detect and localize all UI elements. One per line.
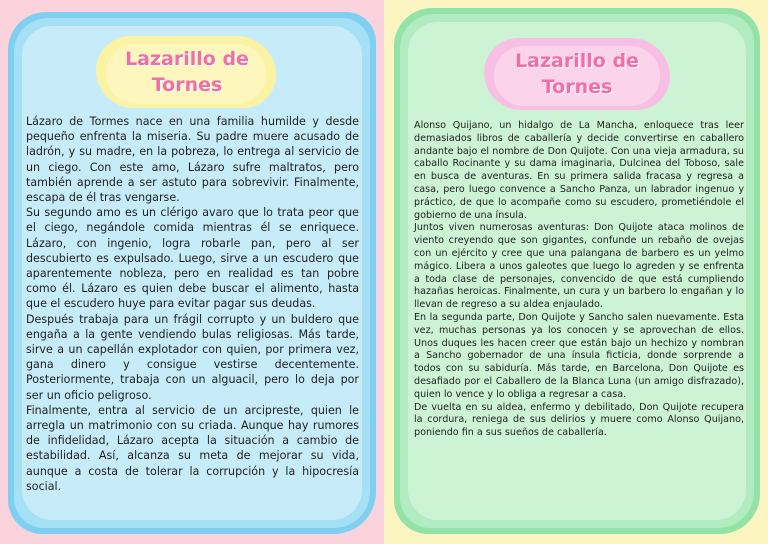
right-paragraph: Juntos viven numerosas aventuras: Don Quijote ataca molinos de viento creyendo que son gigantes, confunde un rebaño de ovejas con un ejército y cree que una palangana de barbero es un yelmo mágico. Libera a unos galeotes que luego lo agreden y se enfrenta a toda clase de personajes, convencido de que está cumpliendo hazañas heroicas. Finalmente, un cura y un barbero lo engañan y lo llevan de regreso a su aldea enjaulado. xyxy=(414,222,744,311)
left-paragraph: Lázaro de Tormes nace en una familia humilde y desde pequeño enfrenta la miseria. Su padre muere acusado de ladrón, y su madre, en la pobreza, lo entrega al servicio de un ciego. Con este amo, Lázaro sufre maltratos, pero también aprende a ser astuto para sobrevivir. Finalmente, escapa de él tras vengarse. xyxy=(26,115,359,205)
left-title-line2: Tornes xyxy=(151,74,223,96)
left-paragraph: Finalmente, entra al servicio de un arcipreste, quien le arregla un matrimonio con su criada. Aunque hay rumores de infidelidad, Lázaro acepta la situación a cambio de estabilidad. Así, alcanza su meta de mejorar su vida, aunque a costa de tolerar la corrupción y la hipocresía social. xyxy=(26,403,359,493)
right-title-line2: Tornes xyxy=(541,76,613,98)
right-title xyxy=(492,48,662,100)
left-paragraph: Después trabaja para un frágil corrupto y un buldero que engaña a la gente vendiendo bulas religiosas. Más tarde, sirve a un capellán explotador con quien, por primera vez, gana dinero y consigue vestirse decentemente. Posteriormente, trabaja con un alguacil, pero lo deja por ser un oficio peligroso. xyxy=(26,312,359,402)
right-paragraph: En la segunda parte, Don Quijote y Sancho salen nuevamente. Esta vez, muchas personas ya los conocen y se aprovechan de ellos. Unos duques les hacen creer que están bajo un hechizo y nombran a Sancho gobernador de una ínsula ficticia, donde sorprende a todos con su sabiduría. Más tarde, en Barcelona, Don Quijote es desafiado por el Caballero de la Blanca Luna (un amigo disfrazado), quien lo vence y lo obliga a regresar a casa. xyxy=(414,311,744,400)
right-title-line1: Lazarillo de xyxy=(515,50,639,72)
left-summary-text xyxy=(26,114,359,494)
right-paragraph: De vuelta en su aldea, enfermo y debilitado, Don Quijote recupera la cordura, reniega de sus delirios y muere como Alonso Quijano, poniendo fin a sus sueños de caballería. xyxy=(414,401,744,439)
left-title-line1: Lazarillo de xyxy=(125,48,249,70)
right-paragraph: Alonso Quijano, un hidalgo de La Mancha, enloquece tras leer demasiados libros de caballería y decide convertirse en caballero andante bajo el nombre de Don Quijote. Con una vieja armadura, su caballo Rocinante y su dama imaginaria, Dulcinea del Toboso, sale en busca de aventuras. En su primera salida fracasa y regresa a casa, pero luego convence a Sancho Panza, un labrador ingenuo y práctico, de que lo acompañe como su escudero, prometiéndole el gobierno de una ínsula. xyxy=(414,120,744,221)
left-paragraph: Su segundo amo es un clérigo avaro que lo trata peor que el ciego, negándole comida mientras él se enriquece. Lázaro, con ingenio, logra robarle pan, pero al ser descubierto es expulsado. Luego, sirve a un escudero que aparentemente nobleza, pero en realidad es tan pobre como él. Lázaro es quien debe buscar el alimento, hasta que el escudero huye para evitar pagar sus deudas. xyxy=(26,206,359,311)
right-summary-text xyxy=(414,120,744,440)
left-title xyxy=(104,46,270,98)
